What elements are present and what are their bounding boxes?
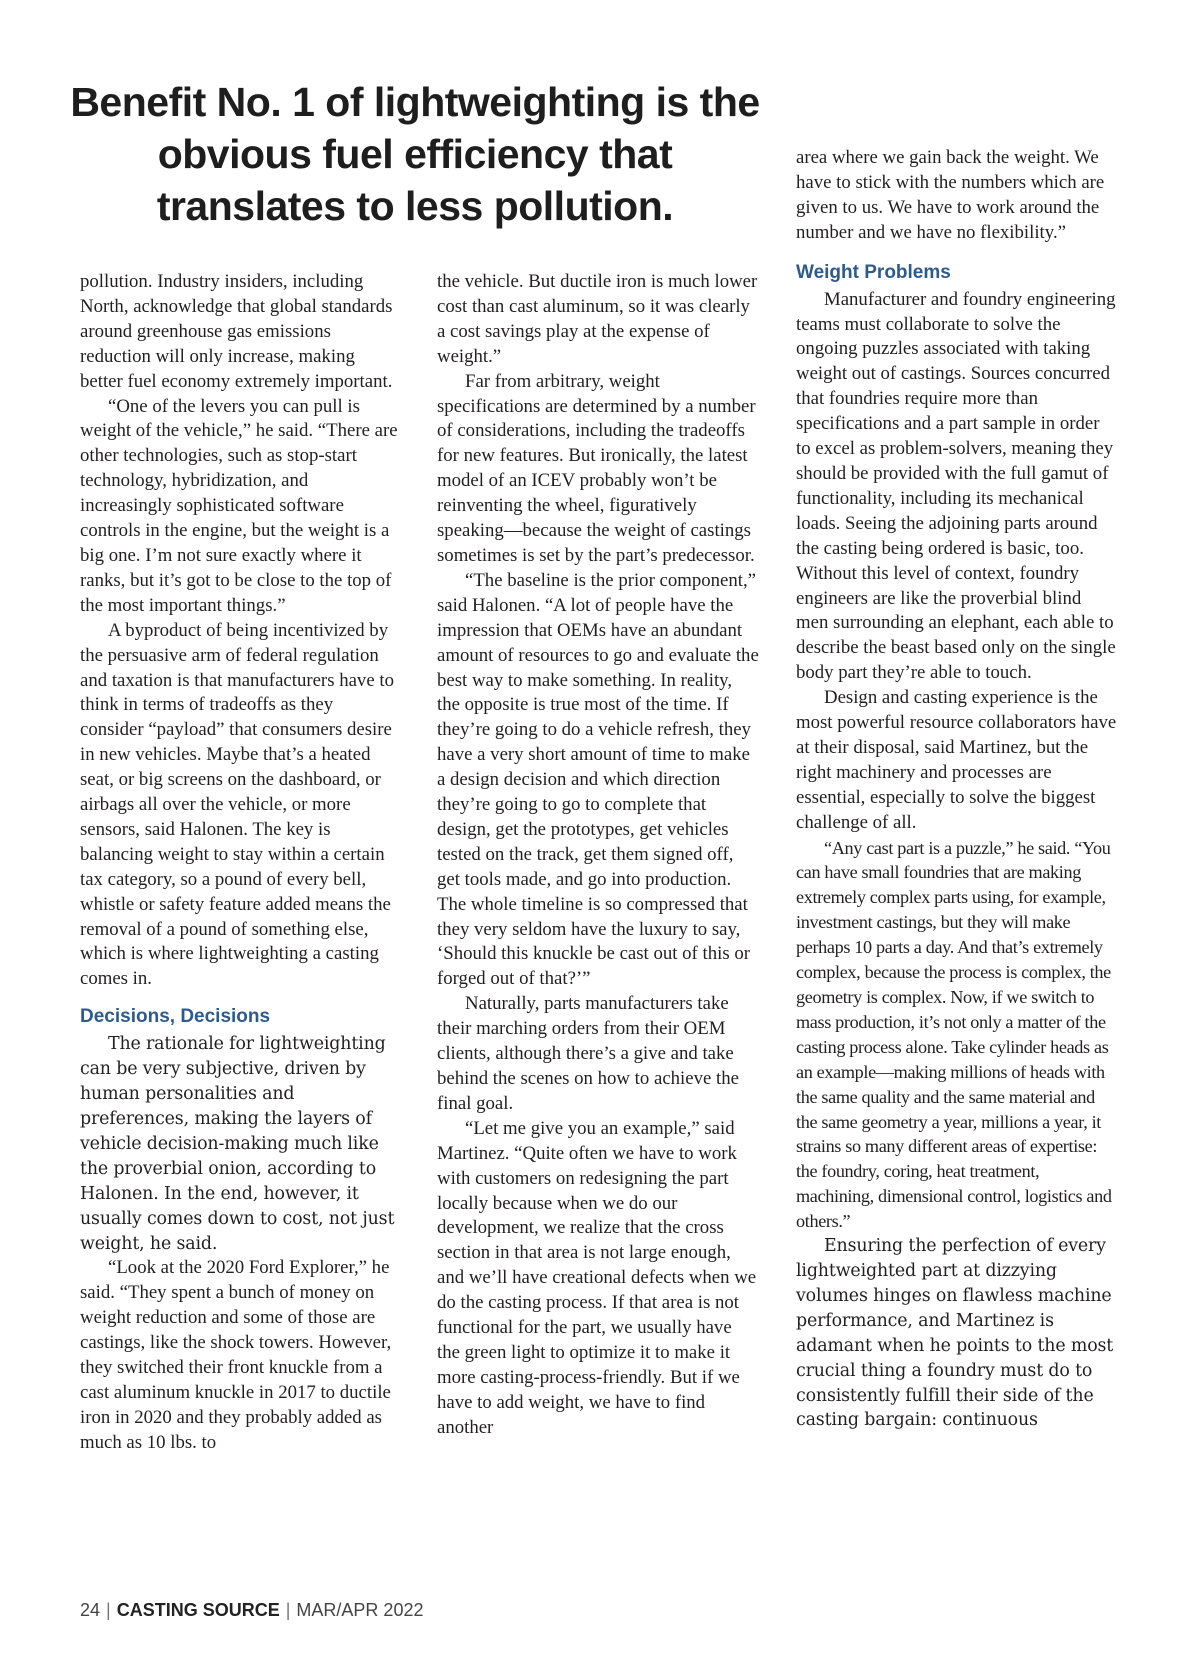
page-footer <box>80 1600 423 1621</box>
footer-divider: | <box>285 1600 291 1620</box>
paragraph: Manufacturer and foundry engineering teams must collaborate to solve the ongoing puzzles associated with taking weight out of castings. Sources concurred that foundries require more than specifications and a part sample in order to excel as problem-solvers, meaning they should be provided with the full gamut of functionality, including its mechanical loads. Seeing the adjoining parts around the casting being ordered is basic, too. Without this level of context, foundry engineers are like the proverbial blind men surrounding an elephant, each able to describe the beast based only on the single body part they’re able to touch. <box>796 288 1116 684</box>
paragraph: pollution. Industry insiders, including North, acknowledge that global standards around greenhouse gas emissions reduction will only increase, making better fuel economy extremely important. <box>80 271 393 392</box>
paragraph: “The baseline is the prior component,” said Halonen. “A lot of people have the impression that OEMs have an abundant amount of resources to go and evaluate the best way to make something. In reality, the opposite is true most of the time. If they’re going to do a vehicle refresh, they have a very short amount of time to make a design decision and which direction they’re going to go to complete that design, get the prototypes, get vehicles tested on the track, get them signed off, get tools made, and go into production. The whole timeline is so compressed that they very seldom have the luxury to say, ‘Should this knuckle be cast out of this or forged out of that?’” <box>437 569 759 990</box>
paragraph: “Look at the 2020 Ford Explorer,” he said. “They spent a bunch of money on weight reduction and some of those are castings, like the shock towers. However, they switched their front knuckle from a cast aluminum knuckle in 2017 to ductile iron in 2020 and they probably added as much as 10 lbs. to <box>80 1257 392 1453</box>
section-heading: Decisions, Decisions <box>80 1006 271 1028</box>
page-number: 24 <box>80 1600 101 1620</box>
issue-date: MAR/APR 2022 <box>296 1600 424 1620</box>
pull-quote: Benefit No. 1 of lightweighting is the obvious fuel efficiency that translates to less pollution. <box>70 79 760 229</box>
paragraph: Naturally, parts manufacturers take their marching orders from their OEM clients, although there’s a give and take behind the scenes on how to achieve the final goal. <box>437 993 739 1114</box>
article-column-2 <box>437 270 759 1441</box>
paragraph: area where we gain back the weight. We have to stick with the numbers which are given to us. We have to work around the number and we have no flexibility.” <box>796 147 1105 243</box>
paragraph: Design and casting experience is the most powerful resource collaborators have at their disposal, said Martinez, but the right machinery and processes are essential, especially to solve the biggest challenge of all. <box>796 687 1117 833</box>
paragraph: The rationale for lightweighting can be very subjective, driven by human personalities and preferences, making the layers of vehicle decision-making much like the proverbial onion, according to Halonen. In the end, however, it usually comes down to cost, not just weight, he said. <box>80 1034 395 1254</box>
article-column-3 <box>796 146 1118 1433</box>
article-column-1 <box>80 270 398 1456</box>
paragraph: “Any cast part is a puzzle,” he said. “You can have small foundries that are making extremely complex parts using, for example, investment castings, but they will make perhaps 10 parts a day. And that’s extremely complex, because the process is complex, the geometry is complex. Now, if we switch to mass production, it’s not only a matter of the casting process alone. Take cylinder heads as an example—making millions of heads with the same quality and the same material and the same geometry a year, millions a year, it strains so many different areas of expertise: the foundry, coring, heat treatment, machining, dimensional control, logistics and others.” <box>796 837 1112 1232</box>
paragraph: A byproduct of being incentivized by the persuasive arm of federal regulation and taxation is that manufacturers have to think in terms of tradeoffs as they consider “payload” that consumers desire in new vehicles. Maybe that’s a heated seat, or big screens on the dashboard, or airbags all over the vehicle, or more sensors, said Halonen. The key is balancing weight to stay within a certain tax category, so a pound of every bell, whistle or safety feature added means the removal of a pound of something else, which is where lightweighting a casting comes in. <box>80 619 394 990</box>
magazine-name: CASTING SOURCE <box>116 1600 280 1620</box>
paragraph: “One of the levers you can pull is weight of the vehicle,” he said. “There are other technologies, such as stop-start technology, hybridization, and increasingly sophisticated software controls in the engine, but the weight is a big one. I’m not sure exactly where it ranks, but it’s got to be close to the top of the most important things.” <box>80 395 398 616</box>
section-heading: Weight Problems <box>796 261 951 283</box>
paragraph: “Let me give you an example,” said Martinez. “Quite often we have to work with customers on redesigning the part locally because when we do our development, we realize that the cross section in that area is not large enough, and we’ll have creational defects when we do the casting process. If that area is not functional for the part, we usually have the green light to optimize it to make it more casting-process-friendly. But if we have to add weight, we have to find another <box>437 1117 757 1438</box>
paragraph: Far from arbitrary, weight specifications are determined by a number of considerations, including the tradeoffs for new features. But ironically, the latest model of an ICEV probably won’t be reinventing the wheel, figuratively speaking—because the weight of castings sometimes is set by the part’s predecessor. <box>437 370 756 566</box>
paragraph: Ensuring the perfection of every lightweighted part at dizzying volumes hinges on flawless machine performance, and Martinez is adamant when he points to the most crucial thing a foundry must do to consistently fulfill their side of the casting bargain: continuous <box>796 1236 1114 1431</box>
paragraph: the vehicle. But ductile iron is much lower cost than cast aluminum, so it was clearly a cost savings play at the expense of weight.” <box>437 271 758 367</box>
footer-divider: | <box>106 1600 111 1620</box>
